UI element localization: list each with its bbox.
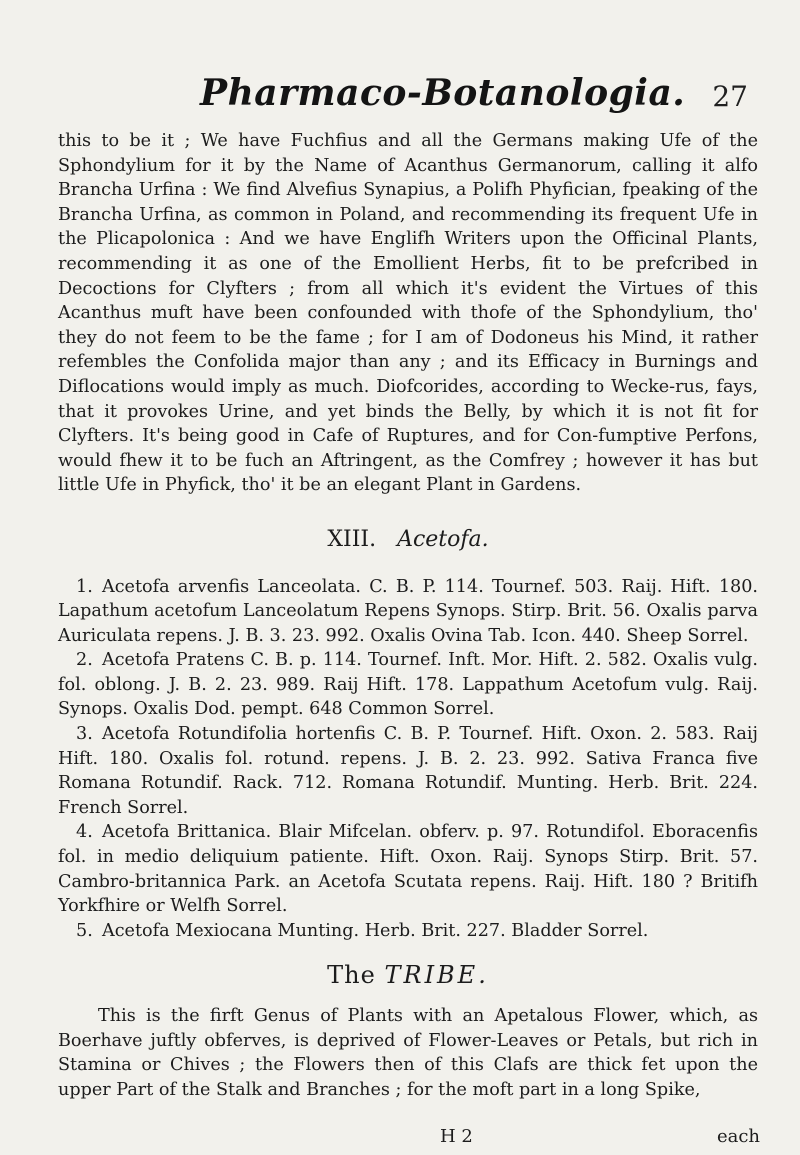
entry-number: 2. (76, 650, 93, 671)
entry-number: 4. (76, 822, 93, 843)
section-heading (58, 528, 758, 553)
running-title: Pharmaco-Botanologia. (200, 72, 686, 114)
list-item (58, 722, 758, 820)
tribe-section (58, 1004, 758, 1102)
tribe-paragraph: This is the firft Genus of Plants with an Apetalous Flower, which, as Boerhave juftly obferves, is deprived of Flower-Leaves or Petals, but rich in Stamina or Chives ; the Flowers then of this Clafs are thick fet upon the upper Part of the Stalk and Branches ; for the moft part in a long Spike, (58, 1006, 758, 1100)
entry-text: Acetofa Rotundifolia hortenfis C. B. P. Tournef. Hift. Oxon. 2. 583. Raij Hift. 180. Oxalis fol. rotund. repens. J. B. 2. 23. 992. Sativa Franca five Romana Rotundif. Rack. 712. Romana Rotundif. Munting. Herb. Brit. 224. French Sorrel. (58, 724, 758, 818)
entry-text: Acetofa Pratens C. B. p. 114. Tournef. Inft. Mor. Hift. 2. 582. Oxalis vulg. fol. oblong. J. B. 2. 23. 989. Raij Hift. 178. Lappathum Acetofum vulg. Raij. Synops. Oxalis Dod. pempt. 648 Common Sorrel. (58, 650, 758, 720)
list-item (58, 575, 758, 649)
entry-number: 1. (76, 576, 93, 597)
tribe-word: TRIBE. (384, 961, 489, 990)
tribe-prefix: The (327, 961, 376, 990)
section-name: Acetofa. (397, 526, 489, 552)
body-text (58, 129, 758, 1102)
list-item (58, 919, 758, 944)
section-number: XIII. (327, 526, 377, 552)
signature-mark: H 2 (440, 1126, 473, 1147)
catchword: each (716, 1126, 760, 1147)
list-item (58, 820, 758, 918)
entry-number: 5. (76, 920, 93, 941)
page-number: 27 (712, 80, 748, 113)
page-header (0, 72, 800, 122)
intro-paragraph: this to be it ; We have Fuchfius and all the Germans making Ufe of the Sphondylium for it by the Name of Acanthus Germanorum, calling it alfo Brancha Urfina : We find Alvefius Synapius, a Polifh Phyfician, fpeaking of the Brancha Urfina, as common in Poland, and recommending its frequent Ufe in the Plicapolonica : And we have Englifh Writers upon the Officinal Plants, recommending it as one of the Emollient Herbs, fit to be prefcribed in Decoctions for Clyfters ; from all which it's evident the Virtues of this Acanthus muft have been confounded with thofe of the Sphondylium, tho' they do not feem to be the fame ; for I am of Dodoneus his Mind, it rather refembles the Confolida major than any ; and its Efficacy in Burnings and Diflocations would imply as much. Diofcorides, according to Wecke-rus, fays, that it provokes Urine, and yet binds the Belly, by which it is not fit for Clyfters. It's being good in Cafe of Ruptures, and for Con-fumptive Perfons, would fhew it to be fuch an Aftringent, as the Comfrey ; however it has but little Ufe in Phyfick, tho' it be an elegant Plant in Gardens. (58, 131, 758, 496)
list-item (58, 648, 758, 722)
entry-number: 3. (76, 724, 93, 745)
entry-text: Acetofa Brittanica. Blair Mifcelan. obferv. p. 97. Rotundifol. Eboracenfis fol. in medio deliquium patiente. Hift. Oxon. Raij. Synops Stirp. Brit. 57. Cambro-britannica Park. an Acetofa Scutata repens. Raij. Hift. 180 ? Britifh Yorkfhire or Welfh Sorrel. (58, 822, 758, 917)
tribe-heading (58, 963, 758, 988)
entry-text: Acetofa Mexiocana Munting. Herb. Brit. 227. Bladder Sorrel. (102, 920, 649, 941)
entry-text: Acetofa arvenfis Lanceolata. C. B. P. 114. Tournef. 503. Raij. Hift. 180. Lapathum acetofum Lanceolatum Repens Synops. Stirp. Brit. 56. Oxalis parva Auriculata repens. J. B. 3. 23. 992. Oxalis Ovina Tab. Icon. 440. Sheep Sorrel. (58, 576, 758, 646)
